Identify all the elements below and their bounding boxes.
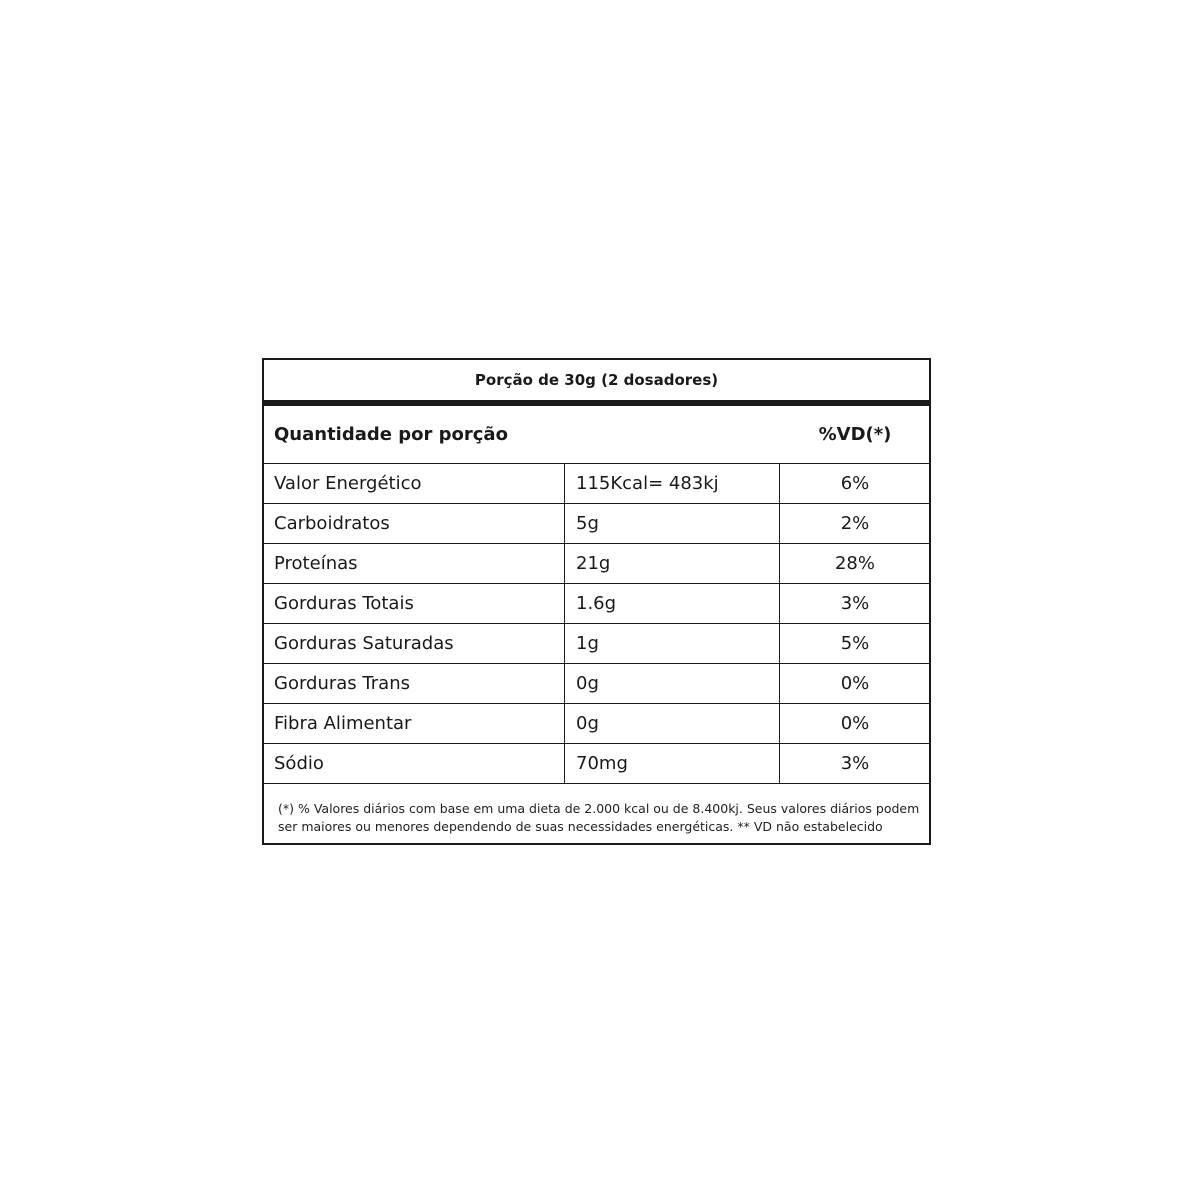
serving-size: Porção de 30g (2 dosadores) (474, 371, 719, 389)
nutrient-name: Carboidratos (264, 504, 565, 543)
nutrient-daily-value: 5% (840, 633, 870, 654)
nutrient-amount: 1g (566, 624, 780, 663)
nutrient-amount: 70mg (566, 744, 780, 783)
daily-value-label: %VD(*) (818, 424, 892, 445)
nutrient-rows (264, 464, 929, 784)
nutrient-daily-value: 0% (840, 673, 870, 694)
nutrient-amount: 5g (566, 504, 780, 543)
nutrient-name: Fibra Alimentar (264, 704, 565, 743)
nutrient-daily-value: 3% (840, 593, 870, 614)
nutrient-daily-value: 28% (834, 553, 875, 574)
nutrient-amount: 1.6g (566, 584, 780, 623)
nutrient-amount: 115Kcal= 483kj (566, 464, 780, 503)
table-row (264, 624, 929, 664)
nutrient-name: Valor Energético (264, 464, 565, 503)
nutrition-facts-table (262, 358, 931, 845)
nutrient-name: Proteínas (264, 544, 565, 583)
nutrient-name: Gorduras Trans (264, 664, 565, 703)
table-row (264, 704, 929, 744)
nutrient-name: Sódio (264, 744, 565, 783)
nutrient-name: Gorduras Saturadas (264, 624, 565, 663)
nutrient-daily-value: 6% (840, 473, 870, 494)
table-row (264, 504, 929, 544)
table-row (264, 744, 929, 784)
footnote: (*) % Valores diários com base em uma dieta de 2.000 kcal ou de 8.400kj. Seus valores diários podem ser maiores ou menores dependendo de suas necessidades energéticas. ** VD não estabelecido (278, 801, 920, 834)
nutrient-daily-value: 0% (840, 713, 870, 734)
nutrient-amount: 21g (566, 544, 780, 583)
nutrient-name: Gorduras Totais (264, 584, 565, 623)
table-row (264, 584, 929, 624)
table-row (264, 544, 929, 584)
table-row (264, 464, 929, 504)
table-header (264, 406, 929, 464)
nutrient-daily-value: 2% (840, 513, 870, 534)
table-row (264, 664, 929, 704)
nutrient-daily-value: 3% (840, 753, 870, 774)
nutrient-amount: 0g (566, 704, 780, 743)
quantity-per-serving-label: Quantidade por porção (274, 424, 508, 445)
nutrient-amount: 0g (566, 664, 780, 703)
